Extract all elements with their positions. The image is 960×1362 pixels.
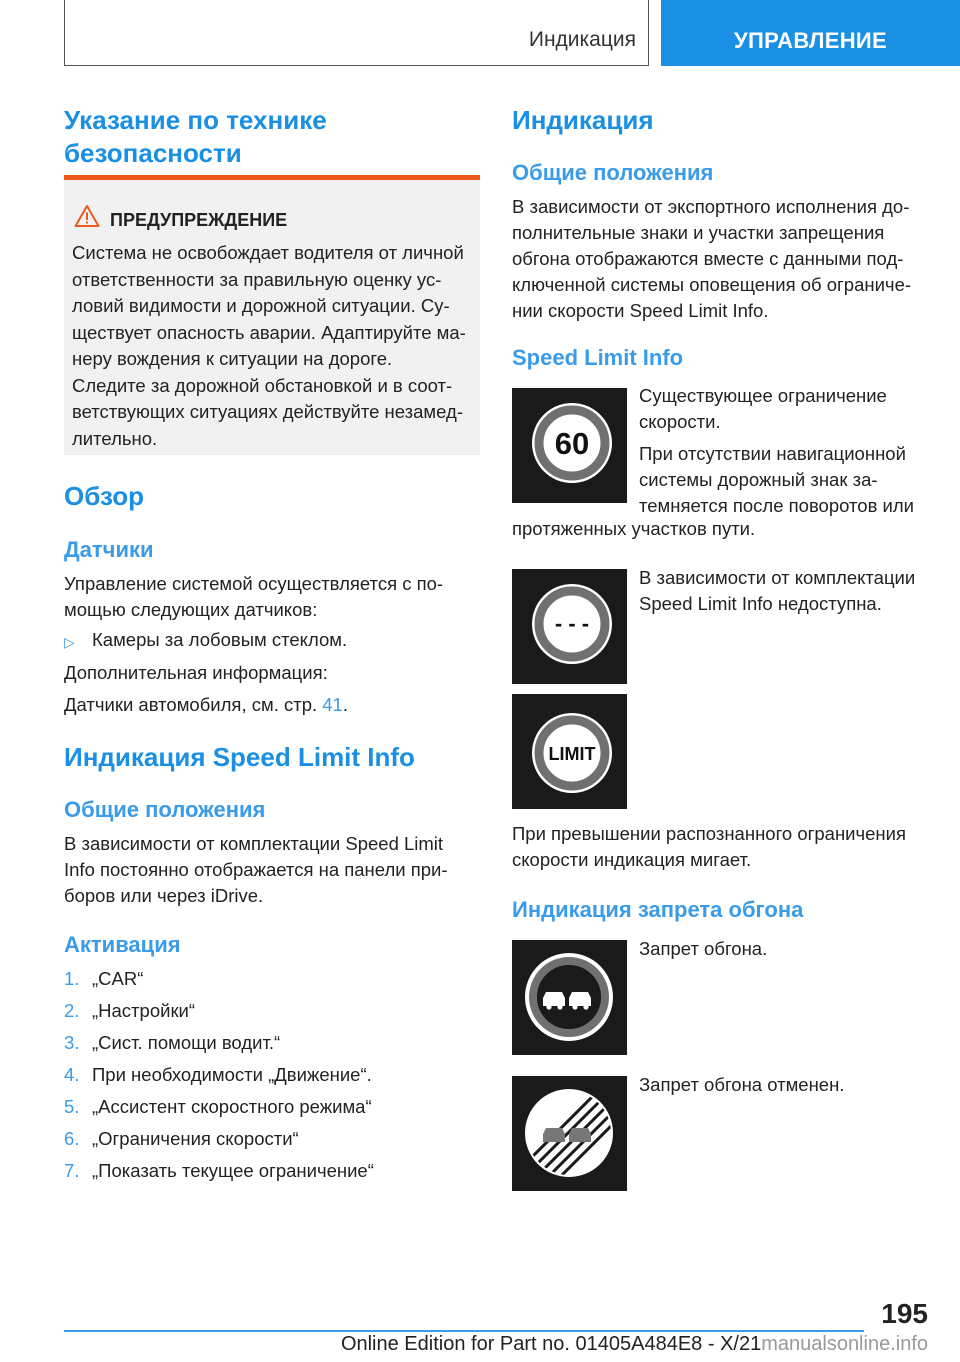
step-text: „Показать текущее ограничение“ xyxy=(92,1160,374,1181)
safety-title-line-2: безопасности xyxy=(64,138,242,168)
no-nav-line: При отсутствии навигационной xyxy=(639,443,906,464)
end-no-overtaking-sign xyxy=(512,1076,627,1191)
dash-sign-text xyxy=(639,565,915,617)
general-line: боров или через iDrive. xyxy=(64,885,264,906)
step-number: 3. xyxy=(64,1032,80,1053)
no-overtake-title: Индикация запрета обгона xyxy=(512,897,804,922)
warning-line: неру вождения к ситуации на дороге. xyxy=(72,348,393,369)
sensors-reference xyxy=(64,692,348,718)
bullet-triangle-icon: ▷ xyxy=(64,634,75,650)
edition-text: Online Edition for Part no. 01405A484E8 - X/21 xyxy=(340,1333,762,1355)
footer-divider xyxy=(64,1330,864,1332)
sensors-line: мощью следующих датчиков: xyxy=(64,599,318,620)
no-nav-line: темняется после поворотов или xyxy=(639,495,915,516)
step-text: „Ассистент скоростного режима“ xyxy=(92,1096,372,1117)
general-line: В зависимости от комплектации Speed Limit xyxy=(64,833,444,854)
warning-title: ПРЕДУПРЕЖДЕНИЕ xyxy=(110,210,288,230)
sensors-title: Датчики xyxy=(64,537,154,562)
sli-title: Индикация Speed Limit Info xyxy=(64,742,415,772)
general-line: нии скорости Speed Limit Info. xyxy=(512,300,769,321)
sli-subtitle: Speed Limit Info xyxy=(512,345,684,370)
general-text xyxy=(64,831,480,909)
activation-title: Активация xyxy=(64,932,181,957)
speed-limit-dash-icon xyxy=(512,569,627,684)
no-nav-text xyxy=(639,441,914,519)
safety-title xyxy=(64,104,327,170)
exceed-line: скорости индикация мигает. xyxy=(512,849,752,870)
no-overtake-end-text: Запрет обгона отменен. xyxy=(639,1074,845,1095)
no-nav-last-line: протяженных участков пути. xyxy=(512,518,756,539)
warning-line: ответственности за правильную оценку ус- xyxy=(72,268,442,290)
no-overtaking-icon xyxy=(512,940,627,1055)
step-number: 4. xyxy=(64,1064,80,1085)
bullet-text: Камеры за лобовым стеклом. xyxy=(92,629,348,650)
step-number: 6. xyxy=(64,1128,80,1149)
chapter-tab xyxy=(661,0,960,66)
dash-text-line: В зависимости от комплектации xyxy=(639,567,916,588)
footer-edition xyxy=(64,1333,928,1356)
no-nav-line: системы дорожный знак за- xyxy=(639,469,878,490)
safety-title-line-1: Указание по технике xyxy=(64,105,327,135)
exceed-text xyxy=(512,821,906,873)
step-text: „Настройки“ xyxy=(92,1000,196,1021)
more-info-label: Дополнительная информация: xyxy=(64,662,328,683)
general-line: Info постоянно отображается на панели при- xyxy=(64,859,448,880)
step-number: 1. xyxy=(64,968,80,989)
sign-text-line: Существующее ограничение xyxy=(639,385,887,406)
section-tab-label: Индикация xyxy=(528,28,636,51)
step-text: „Ограничения скорости“ xyxy=(92,1128,299,1149)
warning-text xyxy=(72,240,476,452)
general-line: обгона отображаются вместе с данными под- xyxy=(512,248,904,269)
general-line: ключенной системы оповещения об ограниче- xyxy=(512,274,912,295)
watermark-text: manualsonline.info xyxy=(761,1333,928,1355)
warning-line: ловий видимости и дорожной ситуации. Су- xyxy=(72,295,450,316)
page-number: 195 xyxy=(881,1298,928,1329)
step-number: 7. xyxy=(64,1160,80,1181)
warning-line: лительно. xyxy=(72,427,158,449)
no-overtake-text: Запрет обгона. xyxy=(639,938,768,959)
exceed-line: При превышении распознанного ограничения xyxy=(512,823,907,844)
page-link[interactable]: 41 xyxy=(322,694,343,715)
reference-text: Датчики автомобиля, см. стр. xyxy=(64,694,318,715)
warning-line: Следите за дорожной обстановкой и в соот- xyxy=(72,374,453,396)
sign-text-line: скорости. xyxy=(639,411,721,432)
general-line: полнительные знаки и участки запрещения xyxy=(512,222,885,243)
general-title: Общие положения xyxy=(64,797,266,822)
sign-60-text xyxy=(639,383,887,435)
step-text: При необходимости „Движение“. xyxy=(92,1064,372,1085)
sensors-text xyxy=(64,571,480,623)
right-general-title: Общие положения xyxy=(512,160,714,185)
speed-limit-sign-icon xyxy=(512,388,627,503)
indication-title: Индикация xyxy=(512,105,654,135)
svg-text:LIMIT: LIMIT xyxy=(548,744,596,764)
svg-text:60: 60 xyxy=(554,426,590,461)
warning-line: Система не освобождает водителя от личной xyxy=(72,242,464,263)
step-text: „Сист. помощи водит.“ xyxy=(92,1032,281,1053)
right-general-text xyxy=(512,194,932,324)
step-number: 5. xyxy=(64,1096,80,1117)
end-no-overtaking-icon xyxy=(512,1076,627,1191)
step-number: 2. xyxy=(64,1000,80,1021)
warning-line: ветствующих ситуациях действуйте незамед- xyxy=(72,401,463,422)
no-overtaking-sign xyxy=(512,940,627,1055)
warning-triangle-icon xyxy=(74,204,100,228)
limit-sign-icon xyxy=(512,694,627,809)
chapter-tab-label: УПРАВЛЕНИЕ xyxy=(734,28,887,53)
step-text: „CAR“ xyxy=(92,968,144,989)
limit-sign xyxy=(512,694,627,809)
page-header xyxy=(0,0,960,66)
warning-box xyxy=(64,175,480,455)
overview-title: Обзор xyxy=(64,481,144,511)
svg-text:- - -: - - - xyxy=(554,611,590,636)
sensors-line: Управление системой осуществляется с по- xyxy=(64,573,444,594)
warning-line: ществует опасность аварии. Адаптируйте ма- xyxy=(72,321,466,343)
speed-limit-60-sign xyxy=(512,388,627,503)
section-tab xyxy=(64,0,649,66)
dash-text-line: Speed Limit Info недоступна. xyxy=(639,593,882,614)
speed-limit-unavailable-sign xyxy=(512,569,627,684)
general-line: В зависимости от экспортного исполнения до- xyxy=(512,196,910,217)
reference-end: . xyxy=(342,694,348,715)
